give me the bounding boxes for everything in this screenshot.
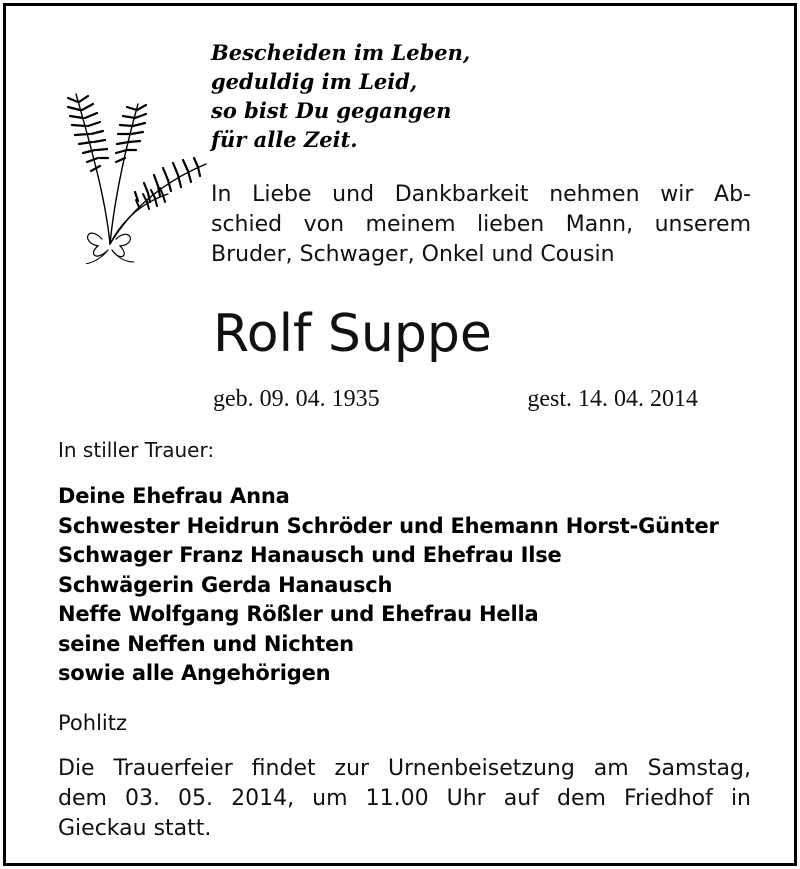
deceased-name: Rolf Suppe [213, 304, 492, 364]
life-dates [213, 386, 698, 413]
intro-text [211, 180, 751, 270]
death-date: gest. 14. 04. 2014 [527, 386, 698, 412]
fern-bouquet-icon [58, 74, 208, 264]
list-item: Schwägerin Gerda Hanausch [58, 572, 393, 597]
mourners-list [58, 482, 719, 689]
list-item: Deine Ehefrau Anna [58, 484, 290, 508]
list-item: sowie alle Angehörigen [58, 661, 331, 685]
list-item: Schwester Heidrun Schröder und Ehemann Horst-Günter [58, 513, 719, 538]
place-name: Pohlitz [58, 711, 127, 735]
poem-line: geduldig im Leid, [211, 69, 418, 94]
obituary-notice [3, 3, 797, 866]
ceremony-line: Die Trauerfeier findet zur Urnenbeisetzung am Samstag, [58, 756, 751, 781]
list-item: seine Neffen und Nichten [58, 631, 354, 656]
list-item: Schwager Franz Hanausch und Ehefrau Ilse [58, 543, 562, 567]
intro-line: In Liebe und Dankbarkeit nehmen wir Ab- [211, 182, 751, 207]
poem-line: so bist Du gegangen [211, 98, 452, 123]
mourning-label: In stiller Trauer: [58, 438, 215, 462]
poem-verse [211, 38, 470, 154]
intro-line: Bruder, Schwager, Onkel und Cousin [211, 242, 615, 267]
poem-line: für alle Zeit. [211, 127, 358, 152]
ceremony-info [58, 754, 751, 844]
intro-line: schied von meinem lieben Mann, unserem [211, 212, 751, 237]
ceremony-line: Gieckau statt. [58, 816, 212, 841]
list-item: Neffe Wolfgang Rößler und Ehefrau Hella [58, 602, 539, 626]
ceremony-line: dem 03. 05. 2014, um 11.00 Uhr auf dem Friedhof in [58, 786, 751, 811]
poem-line: Bescheiden im Leben, [211, 40, 471, 65]
birth-date: geb. 09. 04. 1935 [213, 386, 380, 412]
